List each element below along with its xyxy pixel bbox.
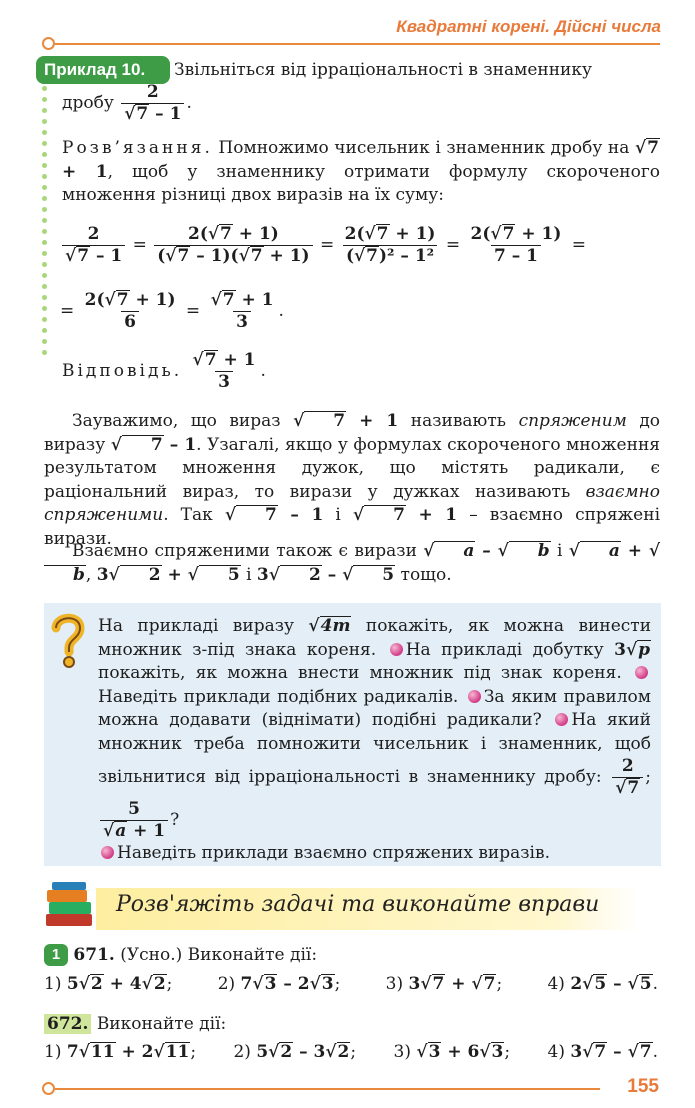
questions-text: На прикладі виразу √4m покажіть, як можна винести множник з-під знака кореня. На прикладі добутку 3√p покажіть, як можна внести множник під знак кореня. Наведіть приклади подібних радикалів. За яким правилом можна додавати (віднімати) подібні радикали? На який множник треба помножити чисельник і знаменник, щоб звільнитися від ірраціональності в знаменнику дробу: $\frac{2}{√7}$ ; $\frac{5}{√a + 1}$ ? Наведіть приклади взаємно спряжених виразів. [98, 616, 652, 863]
dotted-margin [42, 86, 48, 361]
answer-line: Відповідь. $\frac{√7 + 1}{3}$ . [62, 350, 266, 392]
exercise-672-heading: 672. Виконайте дії: [44, 1014, 226, 1034]
question-mark-icon [48, 612, 88, 668]
equation-line-1: $\frac{2}{√7 - 1}$ = $\frac{2(√7 + 1)}{(√7 - 1)(√7 + 1)}$ = $\frac{2(√7 + 1)}{\text{(√7)² – 1²}}$ = $\frac{2(√7 + 1)}{7 - 1}$ = [60, 224, 586, 267]
header-ring-ornament [42, 37, 55, 50]
example-task-line2: дробу $\frac{2}{√7 - 1}$ . [62, 82, 192, 124]
page-number: 155 [627, 1076, 659, 1097]
solution-text-1: Помножимо чисельник і знаменник дробу на [218, 138, 630, 158]
task-fraction: $\frac{2}{√7 - 1}$ [121, 82, 184, 125]
conjugate-paragraph: Зауважимо, що вираз √ 7 + 1 називають спряженим до виразу √ 7 – 1. Узагалі, якщо у формулах скороченого множення результатом множення дужок, що містять радикали, є раціональний вираз, то вирази у дужках називають взаємно спряженими. Так √ 7 – 1 і √ 7 + 1 – взаємно спряжені вирази. [44, 411, 661, 549]
solution-text-2: , щоб у знаменнику отримати формулу скороченого множення різниці двох виразів на їх суму: [62, 161, 660, 205]
example-task-line1: Звільніться від ірраціональності в знаменнику [174, 60, 593, 80]
level-badge: 1 [44, 944, 68, 966]
bullet-icon [468, 690, 481, 703]
exercise-671-heading: 1 671. (Усно.) Виконайте дії: [44, 944, 317, 966]
footer-rule [55, 1088, 600, 1090]
bullet-icon [101, 846, 114, 859]
solution-label: Розв’язання. [62, 138, 213, 158]
bullet-icon [390, 643, 403, 656]
books-icon [44, 880, 94, 930]
header-rule [55, 43, 660, 45]
exercises-banner-title: Розв'яжіть задачі та виконайте вправи [116, 892, 600, 917]
footer-ring-ornament [42, 1082, 55, 1095]
bullet-icon [635, 666, 648, 679]
bullet-icon [555, 713, 568, 726]
exercise-671-items: 1) 5√2 + 4√2; 2) 7√3 – 2√3; 3) 3√7 + √7; 4) 2√5 – √5. [44, 974, 658, 994]
equation-line-2: = $\frac{2(√7 + 1)}{6}$ = $\frac{√7 + 1}{3}$ . [60, 290, 284, 332]
conjugate-examples: Взаємно спряженими також є вирази √ a – √ b і √ a + √b, 3√ 2 + √ 5 і 3√ 2 – √ 5 тощо. [44, 540, 660, 587]
solution-paragraph: Розв’язання. Помножимо чисельник і знаменник дробу на √7 + 1, щоб у знаменнику отримати формулу скороченого множення різниці двох виразів на їх суму: [62, 138, 660, 205]
running-header: Квадратні корені. Дійсні числа [396, 17, 661, 36]
task-word-drobu: дробу [62, 93, 114, 113]
answer-label: Відповідь. [62, 361, 183, 381]
exercise-672-items: 1) 7√11 + 2√11; 2) 5√2 – 3√2; 3) √3 + 6√3; 4) 3√7 – √7. [44, 1042, 658, 1062]
example-badge: Приклад 10. [36, 56, 170, 84]
